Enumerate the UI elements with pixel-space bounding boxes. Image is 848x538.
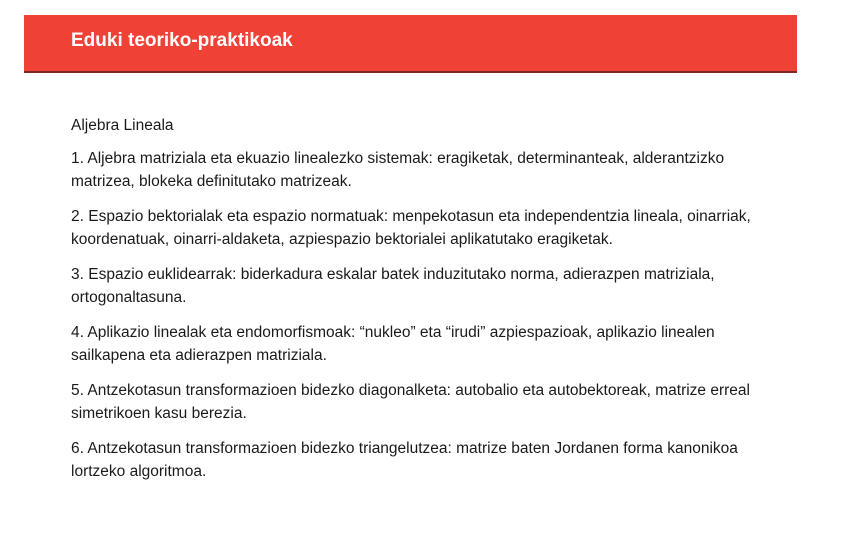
topic-item-5: 5. Antzekotasun transformazioen bidezko diagonalketa: autobalio eta autobektoreak, matrize erreal simetrikoen kasu berezia. <box>71 381 750 422</box>
topic-item-4: 4. Aplikazio linealak eta endomorfismoak: “nukleo” eta “irudi” azpiespazioak, aplikazio linealen sailkapena eta adierazpen matriziala. <box>71 323 715 364</box>
topic-item-2: 2. Espazio bektorialak eta espazio normatuak: menpekotasun eta independentzia lineala, oinarriak, koordenatuak, oinarri-aldaketa, azpiespazio bektorialei aplikatutako eragiketak. <box>71 207 751 248</box>
subject-heading: Aljebra Lineala <box>71 117 174 134</box>
section-header <box>24 15 797 73</box>
topic-item-6: 6. Antzekotasun transformazioen bidezko triangelutzea: matrize baten Jordanen forma kanonikoa lortzeko algoritmoa. <box>71 439 738 480</box>
content-body <box>71 114 771 495</box>
section-title: Eduki teoriko-praktikoak <box>71 30 293 51</box>
topic-item-1: 1. Aljebra matriziala eta ekuazio linealezko sistemak: eragiketak, determinanteak, alderantzizko matrizea, blokeka definitutako matrizeak. <box>71 149 725 190</box>
topic-item-3: 3. Espazio euklidearrak: biderkadura eskalar batek induzitutako norma, adierazpen matriziala, ortogonaltasuna. <box>71 265 715 306</box>
